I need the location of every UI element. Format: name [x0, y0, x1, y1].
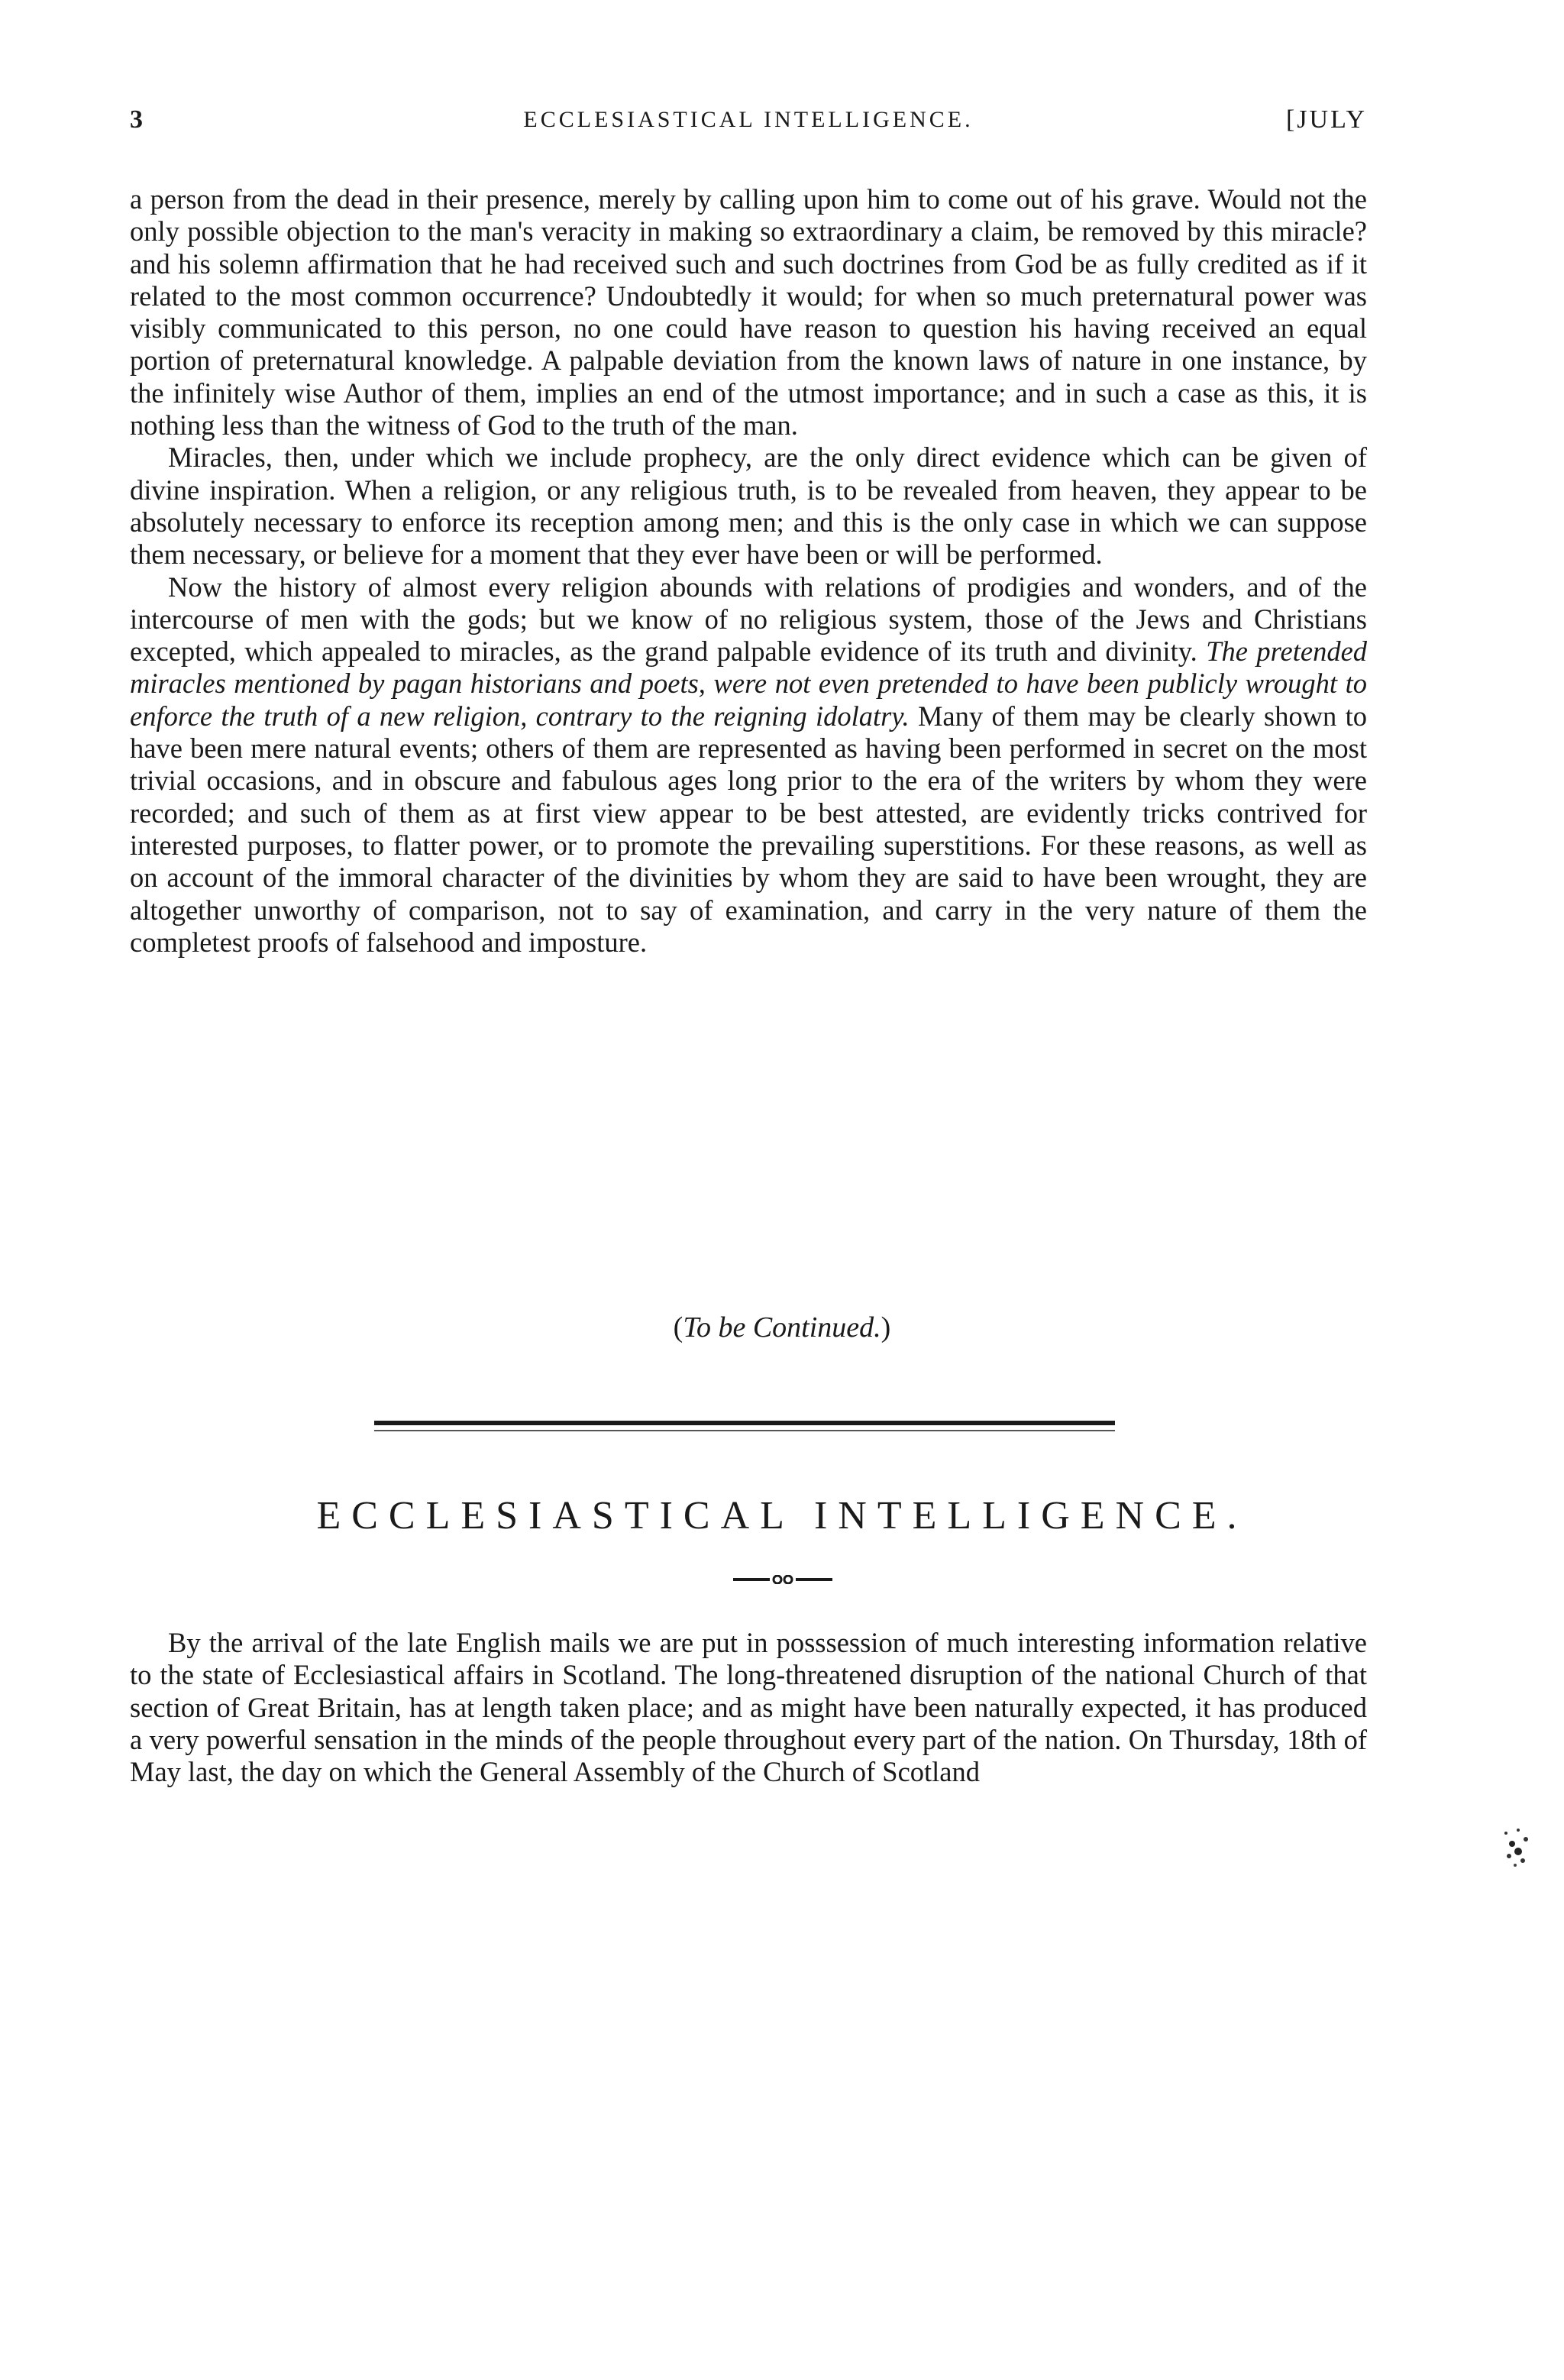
continued-label: To be Continued. — [683, 1311, 881, 1344]
paragraph-2: Miracles, then, under which we include prophecy, are the only direct evidence which can be given of divine inspiration. When a religion, or any religious truth, is to be revealed from heaven, they appear to be absolutely necessary to enforce its reception among men; and this is the only case in which we can suppose them necessary, or believe for a moment that they ever have been or will be performed. — [130, 441, 1367, 571]
running-head — [130, 105, 1367, 144]
ink-smudge-icon — [1495, 1825, 1535, 1871]
ornament-flourish-icon — [733, 1575, 832, 1584]
running-head-month: [JULY — [1285, 105, 1367, 134]
section-divider-thin — [374, 1430, 1115, 1431]
paragraph-3-start: Now the history of almost every religion abounds with relations of prodigies and wonders, and of the intercourse of men with the gods; but we know of no religious system, those of the Jews and Christians excepted, which appealed to miracles, as the grand palpable evidence of its truth and divinity. — [130, 571, 1367, 668]
paragraph-1: a person from the dead in their presence, merely by calling upon him to come out of his grave. Would not the only possible objection to the man's veracity in making so extraordinary a claim, be removed by this miracle? and his solemn affirmation that he had received such and such doctrines from God be as fully credited as if it related to the most common occurrence? Undoubtedly it would; for when so much preternatural power was visibly communicated to this person, no one could have reason to question his having received an equal portion of preternatural knowledge. A palpable deviation from the known laws of nature in one instance, by the infinitely wise Author of them, implies an end of the utmost importance; and in such a case as this, it is nothing less than the witness of God to the truth of the man. — [130, 183, 1367, 441]
article-body — [130, 183, 1367, 959]
continued-open-paren: ( — [673, 1311, 683, 1344]
section-heading: ECCLESIASTICAL INTELLIGENCE. — [316, 1494, 1248, 1538]
section-paragraph-1: By the arrival of the late English mails we are put in posssession of much interesting information relative to the state of Ecclesiastical affairs in Scotland. The long-threatened disruption of the national Church of that section of Great Britain, has at length taken place; and as might have been naturally expected, it has produced a very powerful sensation in the minds of the people throughout every part of the nation. On Thursday, 18th of May last, the day on which the General Assembly of the Church of Scotland — [130, 1627, 1367, 1788]
section-body — [130, 1627, 1367, 1788]
to-be-continued — [0, 1311, 1564, 1344]
paragraph-3 — [130, 571, 1367, 959]
paragraph-3-italic: The pretended miracles mentioned by pagan historians and poets, were not even pretended to have been publicly wrought to enforce the truth of a new religion, contrary to the reigning idolatry. — [130, 635, 1368, 732]
continued-close-paren: ) — [881, 1311, 891, 1344]
page-number: 3 — [130, 105, 143, 134]
paragraph-3-end: Many of them may be clearly shown to have been mere natural events; others of them are represented as having been performed in secret on the most trivial occasions, and in obscure and fabulous ages long prior to the era of the writers by whom they were recorded; and such of them as at first view appear to be best attested, are evidently tricks contrived for interested purposes, to flatter power, or to promote the prevailing superstitions. For these reasons, as well as on account of the immoral character of the divinities by whom they are said to have been wrought, they are altogether unworthy of comparison, not to say of examination, and carry in the very nature of them the completest proofs of falsehood and imposture. — [130, 700, 1368, 958]
section-divider — [374, 1421, 1115, 1425]
running-title: ECCLESIASTICAL INTELLIGENCE. — [523, 107, 974, 132]
